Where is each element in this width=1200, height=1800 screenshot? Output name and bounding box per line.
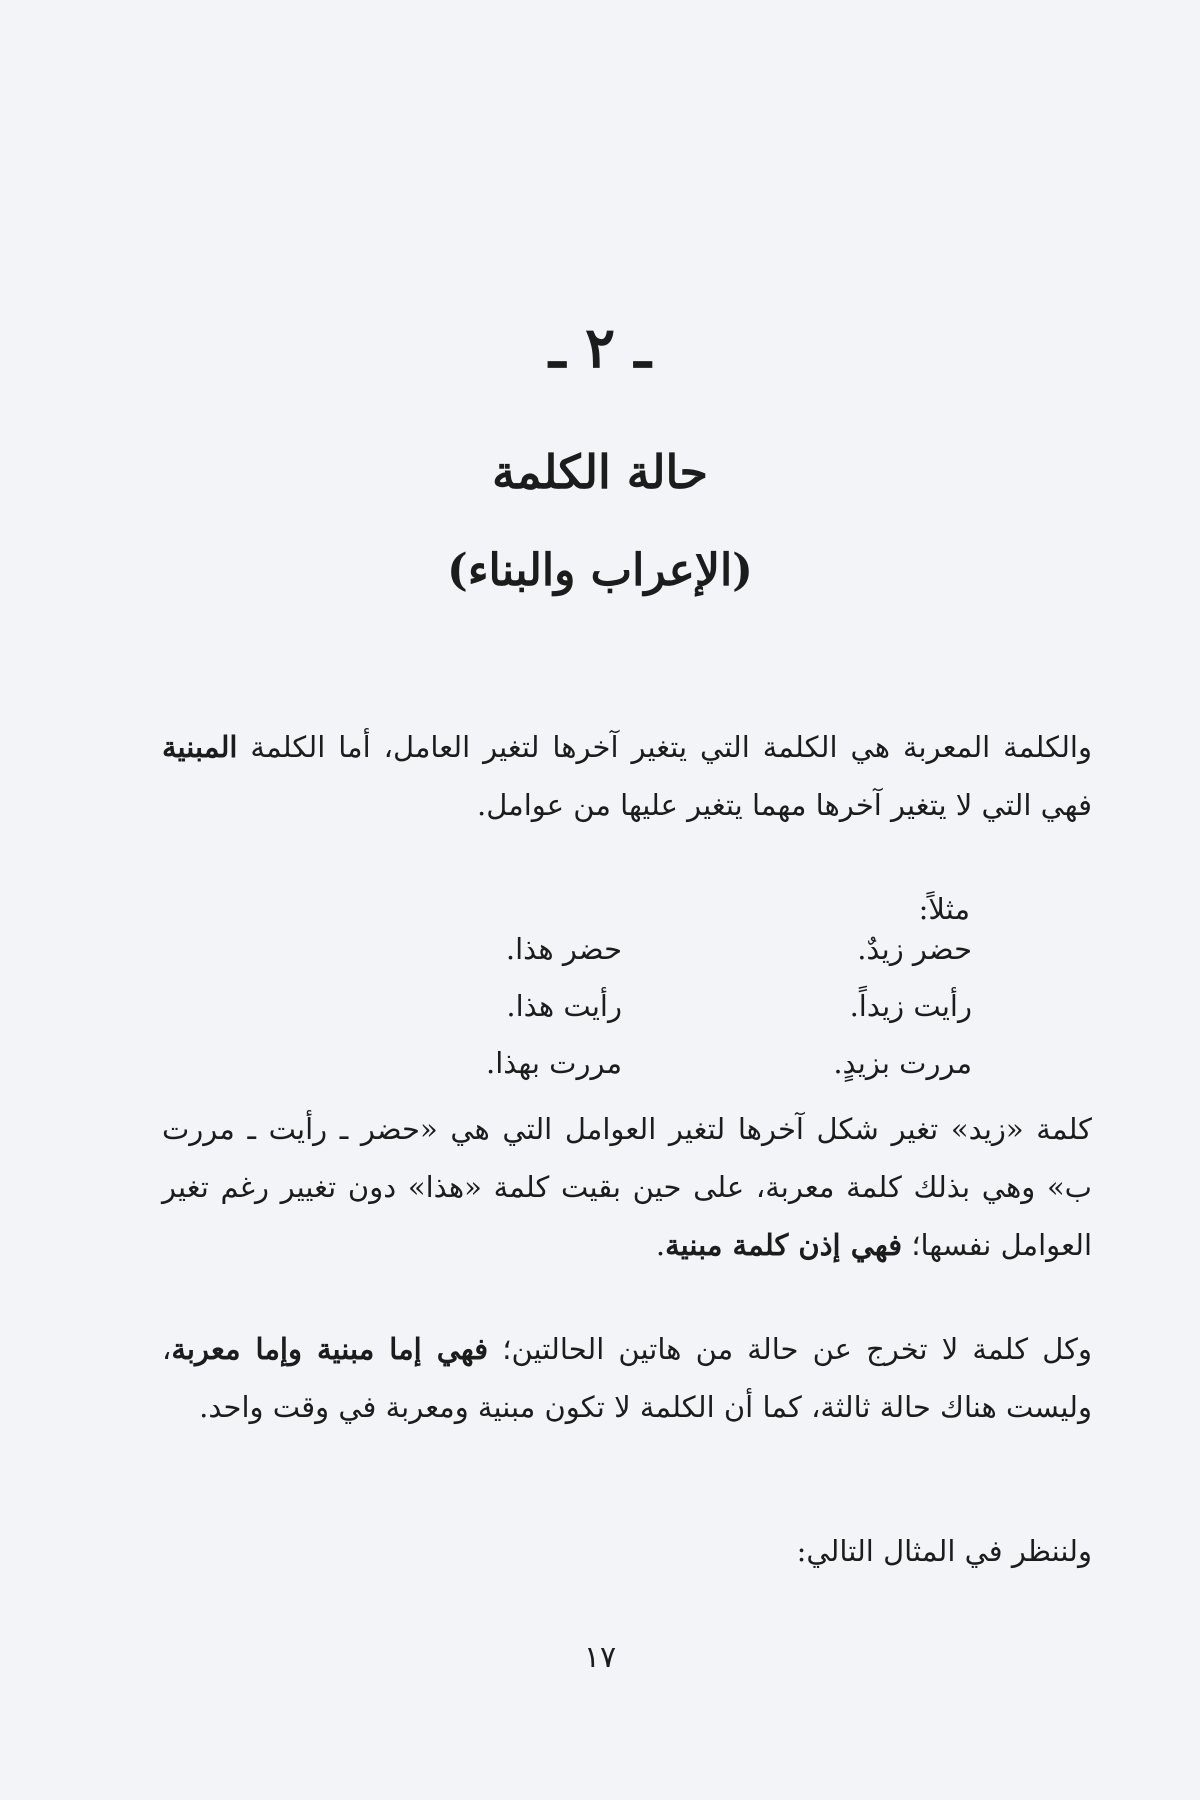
example-row (0, 932, 1200, 989)
example-row (0, 989, 1200, 1046)
chapter-number: ـ ٢ ـ (549, 315, 651, 381)
page-title: حالة الكلمة (492, 445, 708, 499)
bold-term: فهي إما مبنية وإما معربة (171, 1332, 489, 1366)
page-subtitle: (الإعراب والبناء) (447, 545, 753, 596)
paragraph-definition (162, 718, 1092, 834)
examples-table (0, 932, 1200, 1103)
bold-term: فهي إذن كلمة مبنية (665, 1228, 903, 1262)
paragraph-text: وكل كلمة لا تخرج عن حالة من هاتين الحالتين؛ (488, 1332, 1092, 1366)
example-row (0, 1046, 1200, 1103)
bold-term: المبنية (162, 730, 238, 764)
example-indeclinable: رأيت هذا. (506, 989, 622, 1023)
example-indeclinable: حضر هذا. (505, 932, 622, 966)
page-number: ١٧ (583, 1640, 617, 1675)
paragraph-explanation (162, 1100, 1092, 1274)
example-declinable: رأيت زيداً. (849, 989, 972, 1023)
paragraph-text: ، وليست هناك حالة ثالثة، كما أن الكلمة لا تكون مبنية ومعربة في وقت واحد. (162, 1332, 1092, 1424)
example-declinable: حضر زيدٌ. (857, 932, 972, 966)
paragraph-text: . (655, 1228, 666, 1262)
paragraph-text: كلمة «زيد» تغير شكل آخرها لتغير العوامل التي هي «حضر ـ رأيت ـ مررت ب» وهي بذلك كلمة معربة، على حين بقيت كلمة «هذا» دون تغيير رغم تغير العوامل نفسها؛ (162, 1112, 1092, 1262)
example-indeclinable: مررت بهذا. (486, 1046, 622, 1080)
example-label: مثلاً: (918, 892, 970, 926)
paragraph-text: والكلمة المعربة هي الكلمة التي يتغير آخرها لتغير العامل، أما الكلمة (237, 730, 1092, 764)
paragraph-rule (162, 1320, 1092, 1436)
paragraph-text: فهي التي لا يتغير آخرها مهما يتغير عليها من عوامل. (477, 788, 1092, 822)
paragraph-lead-in: ولننظر في المثال التالي: (796, 1534, 1092, 1568)
example-declinable: مررت بزيدٍ. (833, 1046, 972, 1080)
